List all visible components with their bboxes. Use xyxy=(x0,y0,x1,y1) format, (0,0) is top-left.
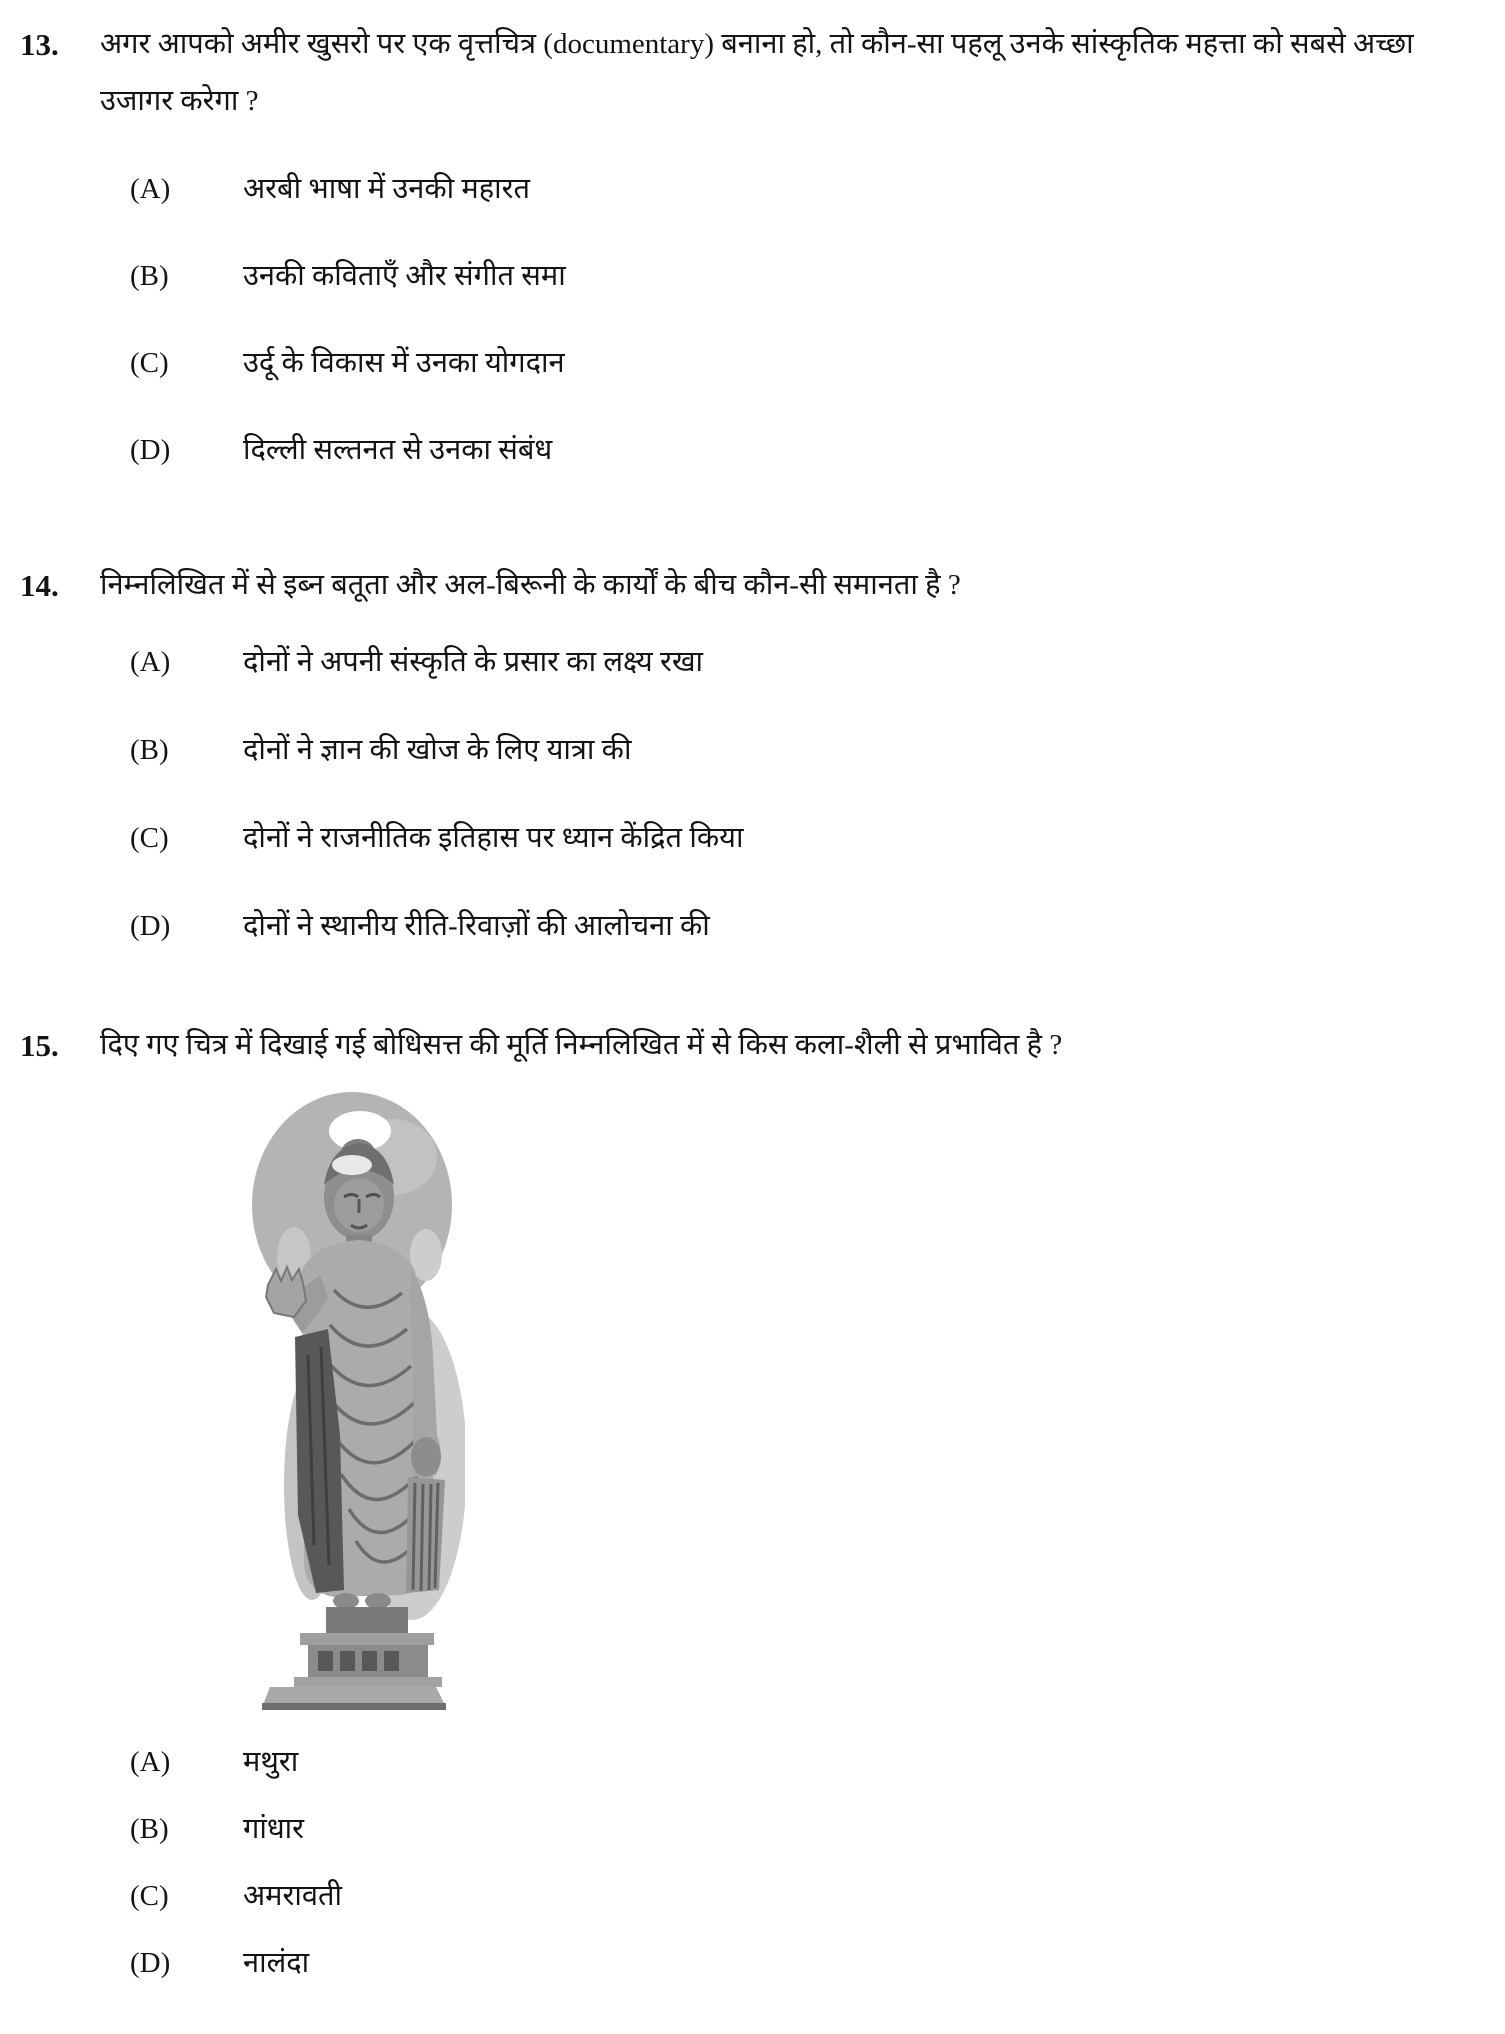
option-text: दोनों ने स्थानीय रीति-रिवाज़ों की आलोचना की xyxy=(243,910,710,942)
question-14-number: 14. xyxy=(20,568,59,603)
statue-pedestal xyxy=(262,1607,446,1710)
option-text: उनकी कविताएँ और संगीत समा xyxy=(243,260,566,292)
option-15-c xyxy=(130,1875,1505,1919)
option-13-c xyxy=(130,342,1505,386)
question-13 xyxy=(0,16,1505,473)
question-15 xyxy=(0,1017,1505,1986)
option-text: मथुरा xyxy=(243,1746,299,1778)
option-13-a xyxy=(130,168,1505,212)
question-15-text: दिए गए चित्र में दिखाई गई बोधिसत्त की मूर्ति निम्नलिखित में से किस कला-शैली से प्रभावित है ? xyxy=(100,1029,1063,1061)
option-text: अमरावती xyxy=(243,1880,343,1912)
option-label: (A) xyxy=(130,646,171,678)
option-label: (A) xyxy=(130,173,171,205)
option-label: (D) xyxy=(130,1947,171,1979)
option-text: उर्दू के विकास में उनका योगदान xyxy=(243,347,565,379)
question-15-number: 15. xyxy=(20,1028,59,1063)
option-label: (B) xyxy=(130,1813,169,1845)
option-label: (B) xyxy=(130,734,169,766)
option-text: दोनों ने ज्ञान की खोज के लिए यात्रा की xyxy=(243,734,632,766)
question-13-options xyxy=(130,168,1505,473)
question-14-options xyxy=(130,641,1505,949)
option-text: दोनों ने अपनी संस्कृति के प्रसार का लक्ष्य रखा xyxy=(243,646,704,678)
option-label: (A) xyxy=(130,1746,171,1778)
question-14-text: निम्नलिखित में से इब्न बतूता और अल-बिरूनी के कार्यों के बीच कौन-सी समानता है ? xyxy=(100,569,961,601)
option-15-b xyxy=(130,1808,1505,1852)
option-label: (D) xyxy=(130,910,171,942)
question-13-text: अगर आपको अमीर खुसरो पर एक वृत्तचित्र (documentary) बनाना हो, तो कौन-सा पहलू उनके सांस्कृतिक महत्ता को सबसे अच्छा उजागर करेगा ? xyxy=(100,28,1414,117)
option-text: नालंदा xyxy=(243,1947,310,1979)
question-13-number: 13. xyxy=(20,27,59,62)
option-label: (D) xyxy=(130,434,171,466)
option-14-a xyxy=(130,641,1505,685)
option-14-c xyxy=(130,817,1505,861)
question-14 xyxy=(0,557,1505,949)
bodhisattva-statue-image xyxy=(240,1085,465,1712)
option-text: गांधार xyxy=(243,1813,305,1845)
option-15-a xyxy=(130,1741,1505,1785)
option-label: (C) xyxy=(130,822,169,854)
option-label: (B) xyxy=(130,260,169,292)
option-13-b xyxy=(130,255,1505,299)
option-text: दिल्ली सल्तनत से उनका संबंध xyxy=(243,434,553,466)
option-13-d xyxy=(130,429,1505,473)
statue-figure xyxy=(240,1085,465,1712)
question-15-options xyxy=(130,1741,1505,1986)
option-text: दोनों ने राजनीतिक इतिहास पर ध्यान केंद्रित किया xyxy=(243,822,744,854)
option-label: (C) xyxy=(130,347,169,379)
option-14-b xyxy=(130,729,1505,773)
option-15-d xyxy=(130,1942,1505,1986)
option-14-d xyxy=(130,905,1505,949)
option-label: (C) xyxy=(130,1880,169,1912)
option-text: अरबी भाषा में उनकी महारत xyxy=(243,173,531,205)
